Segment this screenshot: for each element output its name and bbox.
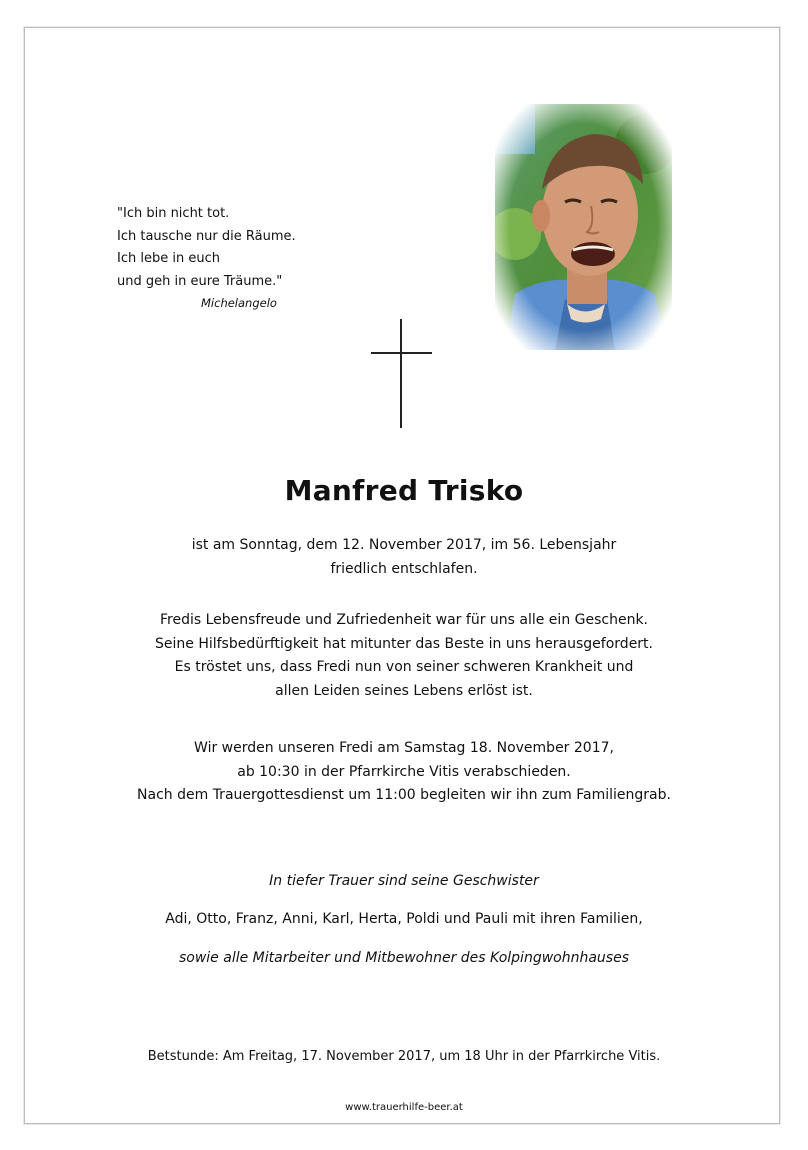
portrait-photo [495,104,672,350]
quote-line: "Ich bin nicht tot. [117,206,230,221]
mourners-family: Adi, Otto, Franz, Anni, Karl, Herta, Poldi und Pauli mit ihren Familien, [165,911,643,927]
cross-vertical-beam [400,319,402,428]
farewell-line: Wir werden unseren Fredi am Samstag 18. November 2017, [194,740,614,756]
prayer-hour: Betstunde: Am Freitag, 17. November 2017, um 18 Uhr in der Pfarrkirche Vitis. [147,1049,661,1064]
death-notice [0,534,808,581]
quote-line: Ich lebe in euch [117,251,220,266]
farewell-line: ab 10:30 in der Pfarrkirche Vitis verabschieden. [237,763,571,780]
tribute-line: Fredis Lebensfreude und Zufriedenheit war für uns alle ein Geschenk. [159,612,649,628]
cross-horizontal-beam [371,352,432,354]
death-notice-line: friedlich entschlafen. [330,560,478,577]
cross-icon [371,319,432,428]
quote-line: und geh in eure Träume." [117,273,283,289]
quote-author: Michelangelo [201,296,277,310]
mourners-others: sowie alle Mitarbeiter und Mitbewohner des Kolpingwohnhauses [178,950,629,966]
deceased-name: Manfred Trisko [284,474,524,507]
quote-line: Ich tausche nur die Räume. [117,228,296,244]
tribute-line: Seine Hilfsbedürftigkeit hat mitunter das Beste in uns herausgefordert. [155,635,653,652]
memorial-quote [117,203,357,315]
mourners-heading: In tiefer Trauer sind seine Geschwister [269,873,539,889]
tribute-text [0,609,808,703]
footer-url: www.trauerhilfe-beer.at [345,1102,463,1113]
tribute-line: allen Leiden seines Lebens erlöst ist. [275,682,533,699]
farewell-info [0,737,808,808]
death-notice-line: ist am Sonntag, dem 12. November 2017, im 56. Lebensjahr [191,537,617,553]
tribute-line: Es tröstet uns, dass Fredi nun von seiner schweren Krankheit und [174,659,634,675]
farewell-line: Nach dem Trauergottesdienst um 11:00 begleiten wir ihn zum Familiengrab. [137,787,671,803]
